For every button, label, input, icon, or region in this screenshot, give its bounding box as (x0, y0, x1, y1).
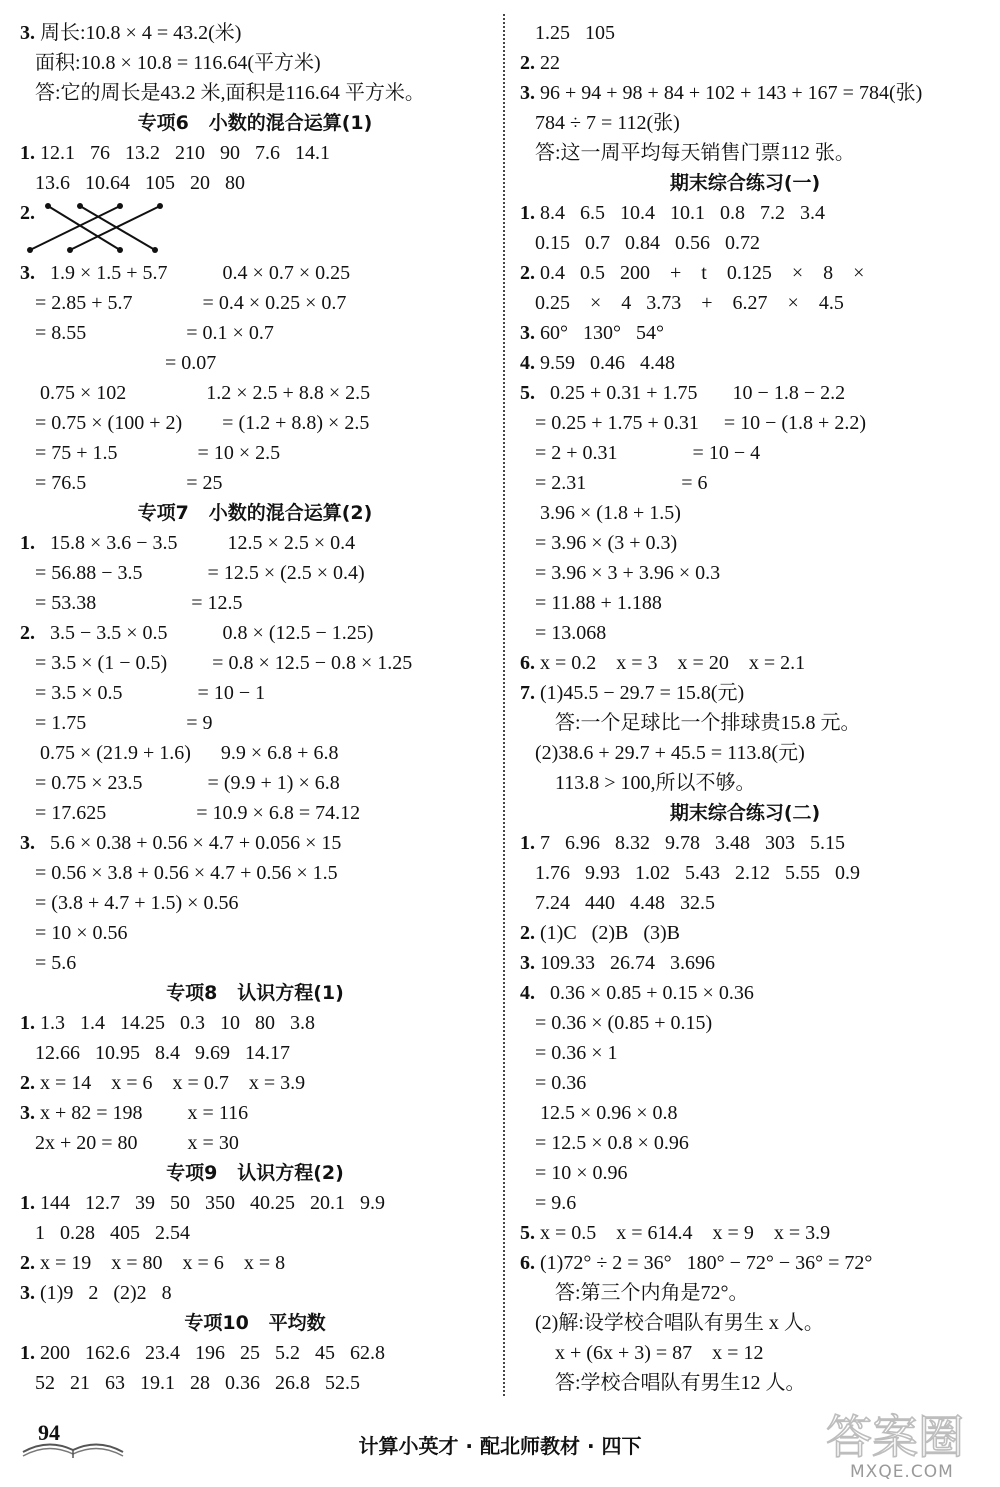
section-heading: 专项7 小数的混合运算(2) (137, 502, 373, 524)
answer-line: 1.76 9.93 1.02 5.43 2.12 5.55 0.9 (520, 862, 860, 884)
answer-line (520, 78, 970, 108)
left-column (20, 18, 490, 1398)
footer-title: 计算小英才 · 配北师教材 · 四下 (358, 1434, 642, 1458)
answer-line: 52 21 63 19.1 28 0.36 26.8 52.5 (20, 1372, 360, 1394)
answer-line: 0.75 × (21.9 + 1.6) 9.9 × 6.8 + 6.8 (20, 742, 339, 764)
answer-line (20, 138, 490, 168)
answer-line: 0.15 0.7 0.84 0.56 0.72 (520, 232, 760, 254)
section-heading: 专项6 小数的混合运算(1) (137, 112, 373, 134)
answer-line (520, 348, 970, 378)
item-text: 8.4 6.5 10.4 10.1 0.8 7.2 3.4 (535, 202, 825, 224)
answer-line (20, 1248, 490, 1278)
answer-line (520, 48, 970, 78)
matching-diagram (20, 198, 490, 258)
answer-line (520, 978, 970, 1008)
answer-line: = 0.75 × 23.5 = (9.9 + 1) × 6.8 (20, 772, 340, 794)
answer-line: 答:这一周平均每天销售门票112 张。 (520, 142, 855, 164)
answer-line: = 13.068 (520, 622, 607, 644)
answer-line: = 0.36 (520, 1072, 587, 1094)
answer-line: = 3.96 × (3 + 0.3) (520, 532, 678, 554)
answer-line: = 2.31 = 6 (520, 472, 708, 494)
item-number: 1. (20, 142, 35, 164)
answer-line (520, 198, 970, 228)
item-text: (1)9 2 (2)2 8 (35, 1282, 172, 1304)
column-divider (503, 14, 505, 1396)
section-heading: 专项9 认识方程(2) (166, 1162, 344, 1184)
watermark-url: MXQE.COM (850, 1462, 954, 1482)
answer-line (520, 1248, 970, 1278)
answer-line: 答:一个足球比一个排球贵15.8 元。 (520, 712, 861, 734)
answer-line: = 2 + 0.31 = 10 − 4 (520, 442, 761, 464)
item-text: 0.36 × 0.85 + 0.15 × 0.36 (535, 982, 754, 1004)
answer-line: = 0.36 × (0.85 + 0.15) (520, 1012, 713, 1034)
item-text: (1)45.5 − 29.7 = 15.8(元) (535, 682, 745, 704)
item-number: 2. (520, 922, 535, 944)
item-text: 0.25 + 0.31 + 1.75 10 − 1.8 − 2.2 (535, 382, 846, 404)
answer-line (520, 678, 970, 708)
item-text: 109.33 26.74 3.696 (535, 952, 715, 974)
item-number: 3. (20, 262, 35, 284)
answer-line: = 3.5 × (1 − 0.5) = 0.8 × 12.5 − 0.8 × 1.25 (20, 652, 413, 674)
answer-line: 13.6 10.64 105 20 80 (20, 172, 245, 194)
answer-line (520, 918, 970, 948)
answer-line: 3.96 × (1.8 + 1.5) (520, 502, 681, 524)
answer-line: 1 0.28 405 2.54 (20, 1222, 190, 1244)
item-number: 6. (520, 1252, 535, 1274)
answer-line: = 0.25 + 1.75 + 0.31 = 10 − (1.8 + 2.2) (520, 412, 866, 434)
answer-line: = 3.5 × 0.5 = 10 − 1 (20, 682, 266, 704)
item-number: 2. (20, 1252, 35, 1274)
answer-line: = 76.5 = 25 (20, 472, 223, 494)
item-text: 0.4 0.5 200 + t 0.125 × 8 × (535, 262, 865, 284)
item-text: 9.59 0.46 4.48 (535, 352, 675, 374)
item-number: 4. (520, 352, 535, 374)
answer-line: 12.5 × 0.96 × 0.8 (520, 1102, 678, 1124)
item-number: 7. (520, 682, 535, 704)
item-number: 2. (20, 202, 35, 224)
item-number: 4. (520, 982, 535, 1004)
answer-line: 0.25 × 4 3.73 + 6.27 × 4.5 (520, 292, 844, 314)
answer-line (20, 1098, 490, 1128)
item-text: x + 82 = 198 x = 116 (35, 1102, 249, 1124)
answer-line (20, 618, 490, 648)
page-number: 94 (38, 1420, 60, 1445)
item-text: 5.6 × 0.38 + 0.56 × 4.7 + 0.056 × 15 (35, 832, 342, 854)
item-number: 2. (20, 1072, 35, 1094)
section-heading: 期末综合练习(一) (669, 172, 821, 194)
item-text: 1.3 1.4 14.25 0.3 10 80 3.8 (35, 1012, 315, 1034)
right-column (520, 18, 970, 1398)
item-text: x = 0.5 x = 614.4 x = 9 x = 3.9 (535, 1222, 831, 1244)
answer-line: = 75 + 1.5 = 10 × 2.5 (20, 442, 281, 464)
answer-line (20, 528, 490, 558)
answer-line: 答:学校合唱队有男生12 人。 (520, 1372, 806, 1394)
item-number: 3. (20, 1282, 35, 1304)
item-text: 200 162.6 23.4 196 25 5.2 45 62.8 (35, 1342, 385, 1364)
answer-line: = 8.55 = 0.1 × 0.7 (20, 322, 274, 344)
item-text: x = 19 x = 80 x = 6 x = 8 (35, 1252, 286, 1274)
section-heading: 期末综合练习(二) (669, 802, 821, 824)
item-text: 3.5 − 3.5 × 0.5 0.8 × (12.5 − 1.25) (35, 622, 374, 644)
answer-line (520, 948, 970, 978)
item-number: 2. (520, 262, 535, 284)
item-number: 3. (20, 22, 35, 44)
answer-line (520, 648, 970, 678)
answer-line (20, 1278, 490, 1308)
answer-line: 12.66 10.95 8.4 9.69 14.17 (20, 1042, 290, 1064)
item-number: 1. (520, 202, 535, 224)
answer-line: = 56.88 − 3.5 = 12.5 × (2.5 × 0.4) (20, 562, 365, 584)
answer-line (520, 1218, 970, 1248)
item-text: (1)72° ÷ 2 = 36° 180° − 72° − 36° = 72° (535, 1252, 873, 1274)
answer-line: = 0.75 × (100 + 2) = (1.2 + 8.8) × 2.5 (20, 412, 370, 434)
item-text: 12.1 76 13.2 210 90 7.6 14.1 (35, 142, 330, 164)
matching-lines-graphic (20, 198, 220, 258)
answer-line (520, 378, 970, 408)
item-number: 5. (520, 382, 535, 404)
answer-line: = (3.8 + 4.7 + 1.5) × 0.56 (20, 892, 239, 914)
answer-line: 784 ÷ 7 = 112(张) (520, 112, 680, 134)
item-number: 1. (20, 1012, 35, 1034)
answer-line: = 3.96 × 3 + 3.96 × 0.3 (520, 562, 721, 584)
answer-line (520, 258, 970, 288)
answer-line (520, 828, 970, 858)
answer-line: 7.24 440 4.48 32.5 (520, 892, 715, 914)
item-text: 60° 130° 54° (535, 322, 664, 344)
answer-line: (2)38.6 + 29.7 + 45.5 = 113.8(元) (520, 742, 805, 764)
item-text: x = 0.2 x = 3 x = 20 x = 2.1 (535, 652, 806, 674)
answer-line (20, 1188, 490, 1218)
item-number: 5. (520, 1222, 535, 1244)
item-number: 1. (520, 832, 535, 854)
answer-line: (2)解:设学校合唱队有男生 x 人。 (520, 1312, 824, 1334)
answer-line: = 10 × 0.56 (20, 922, 128, 944)
item-number: 1. (20, 532, 35, 554)
page-footer (0, 1400, 1000, 1487)
item-number: 3. (520, 322, 535, 344)
answer-line: 答:第三个内角是72°。 (520, 1282, 749, 1304)
answer-line: = 5.6 (20, 952, 77, 974)
answer-line (20, 258, 490, 288)
answer-line: = 0.07 (20, 352, 217, 374)
answer-line: x + (6x + 3) = 87 x = 12 (520, 1342, 764, 1364)
answer-line (20, 1338, 490, 1368)
item-number: 6. (520, 652, 535, 674)
item-number: 3. (20, 1102, 35, 1124)
answer-line: = 11.88 + 1.188 (520, 592, 662, 614)
answer-line: 113.8 > 100,所以不够。 (520, 772, 756, 794)
answer-line: = 0.36 × 1 (520, 1042, 618, 1064)
item-text: 22 (535, 52, 560, 74)
answer-line (520, 318, 970, 348)
item-text: (1)C (2)B (3)B (535, 922, 680, 944)
answer-line (20, 828, 490, 858)
item-text: 周长:10.8 × 4 = 43.2(米) (35, 22, 242, 44)
answer-line: = 9.6 (520, 1192, 577, 1214)
item-number: 1. (20, 1192, 35, 1214)
item-text: 96 + 94 + 98 + 84 + 102 + 143 + 167 = 784(张) (535, 82, 923, 104)
item-text: 15.8 × 3.6 − 3.5 12.5 × 2.5 × 0.4 (35, 532, 356, 554)
item-text: x = 14 x = 6 x = 0.7 x = 3.9 (35, 1072, 306, 1094)
svg-text:答案圈: 答案圈 (826, 1410, 964, 1464)
answer-line: = 10 × 0.96 (520, 1162, 628, 1184)
section-heading: 专项8 认识方程(1) (166, 982, 344, 1004)
answer-line (20, 1068, 490, 1098)
item-text: 7 6.96 8.32 9.78 3.48 303 5.15 (535, 832, 845, 854)
item-number: 3. (20, 832, 35, 854)
answer-line: = 17.625 = 10.9 × 6.8 = 74.12 (20, 802, 361, 824)
answer-line: = 1.75 = 9 (20, 712, 213, 734)
item-text: 144 12.7 39 50 350 40.25 20.1 9.9 (35, 1192, 385, 1214)
item-number: 3. (520, 82, 535, 104)
item-number: 2. (520, 52, 535, 74)
answer-line: = 53.38 = 12.5 (20, 592, 243, 614)
answer-line: 答:它的周长是43.2 米,面积是116.64 平方米。 (20, 82, 425, 104)
item-text: 1.9 × 1.5 + 5.7 0.4 × 0.7 × 0.25 (35, 262, 351, 284)
answer-line: 1.25 105 (520, 22, 615, 44)
item-number: 3. (520, 952, 535, 974)
answer-line: 2x + 20 = 80 x = 30 (20, 1132, 239, 1154)
item-number: 1. (20, 1342, 35, 1364)
answer-line: 面积:10.8 × 10.8 = 116.64(平方米) (20, 52, 321, 74)
answer-line: = 12.5 × 0.8 × 0.96 (520, 1132, 689, 1154)
section-heading: 专项10 平均数 (184, 1312, 326, 1334)
answer-line: = 2.85 + 5.7 = 0.4 × 0.25 × 0.7 (20, 292, 347, 314)
answer-line: 0.75 × 102 1.2 × 2.5 + 8.8 × 2.5 (20, 382, 371, 404)
answer-line: = 0.56 × 3.8 + 0.56 × 4.7 + 0.56 × 1.5 (20, 862, 338, 884)
item-number: 2. (20, 622, 35, 644)
answer-line (20, 1008, 490, 1038)
answer-line (20, 18, 490, 48)
